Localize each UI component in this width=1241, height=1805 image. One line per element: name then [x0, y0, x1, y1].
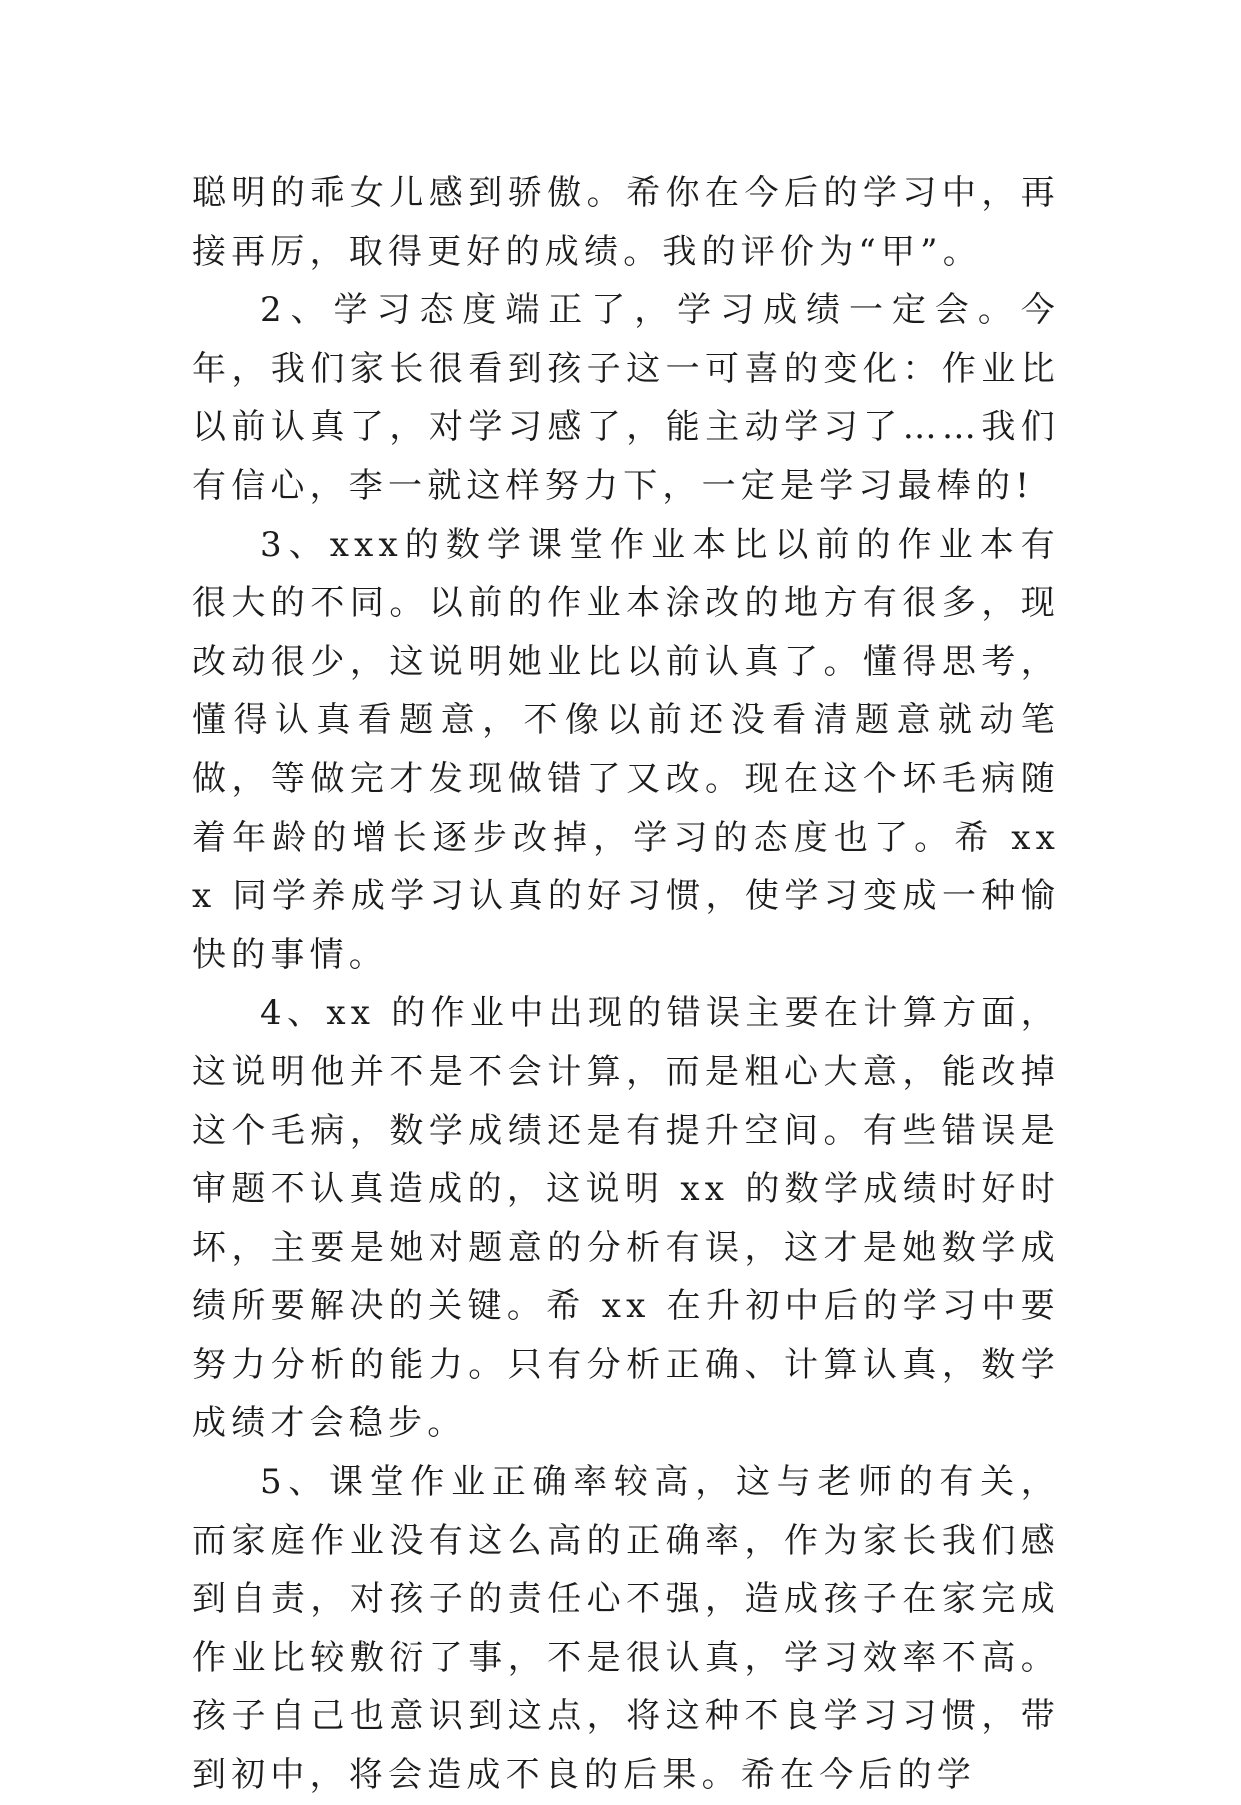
- paragraph-item-2: 2、学习态度端正了，学习成绩一定会。今年，我们家长很看到孩子这一可喜的变化：作业比以前认真了，对学习感了，能主动学习了……我们有信心，李一就这样努力下，一定是学习最棒的!: [192, 290, 1060, 506]
- paragraph-item-3: 3、xxx的数学课堂作业本比以前的作业本有很大的不同。以前的作业本涂改的地方有很多，现改动很少，这说明她业比以前认真了。懂得思考，懂得认真看题意，不像以前还没看清题意就动笔做，等做完才发现做错了又改。现在这个坏毛病随着年龄的增长逐步改掉，学习的态度也了。希 xxx 同学养成学习认真的好习惯，使学习变成一种愉快的事情。: [192, 524, 1060, 975]
- paragraph-item-4: 4、xx 的作业中出现的错误主要在计算方面，这说明他并不是不会计算，而是粗心大意，能改掉这个毛病，数学成绩还是有提升空间。有些错误是审题不认真造成的，这说明 xx 的数学成绩时好时坏，主要是她对题意的分析有误，这才是她数学成绩所要解决的关键。希 xx 在升初中后的学习中要努力分析的能力。只有分析正确、计算认真，数学成绩才会稳步。: [192, 993, 1060, 1444]
- document-body: [192, 164, 1060, 1805]
- paragraph-item-5: 5、课堂作业正确率较高，这与老师的有关，而家庭作业没有这么高的正确率，作为家长我们感到自责，对孩子的责任心不强，造成孩子在家完成作业比较敷衍了事，不是很认真，学习效率不高。孩子自己也意识到这点，将这种不良学习习惯，带到初中，将会造成不良的后果。希在今后的学: [192, 1462, 1060, 1796]
- paragraph-continuation: 聪明的乖女儿感到骄傲。希你在今后的学习中，再接再厉，取得更好的成绩。我的评价为“甲”。: [192, 173, 1060, 272]
